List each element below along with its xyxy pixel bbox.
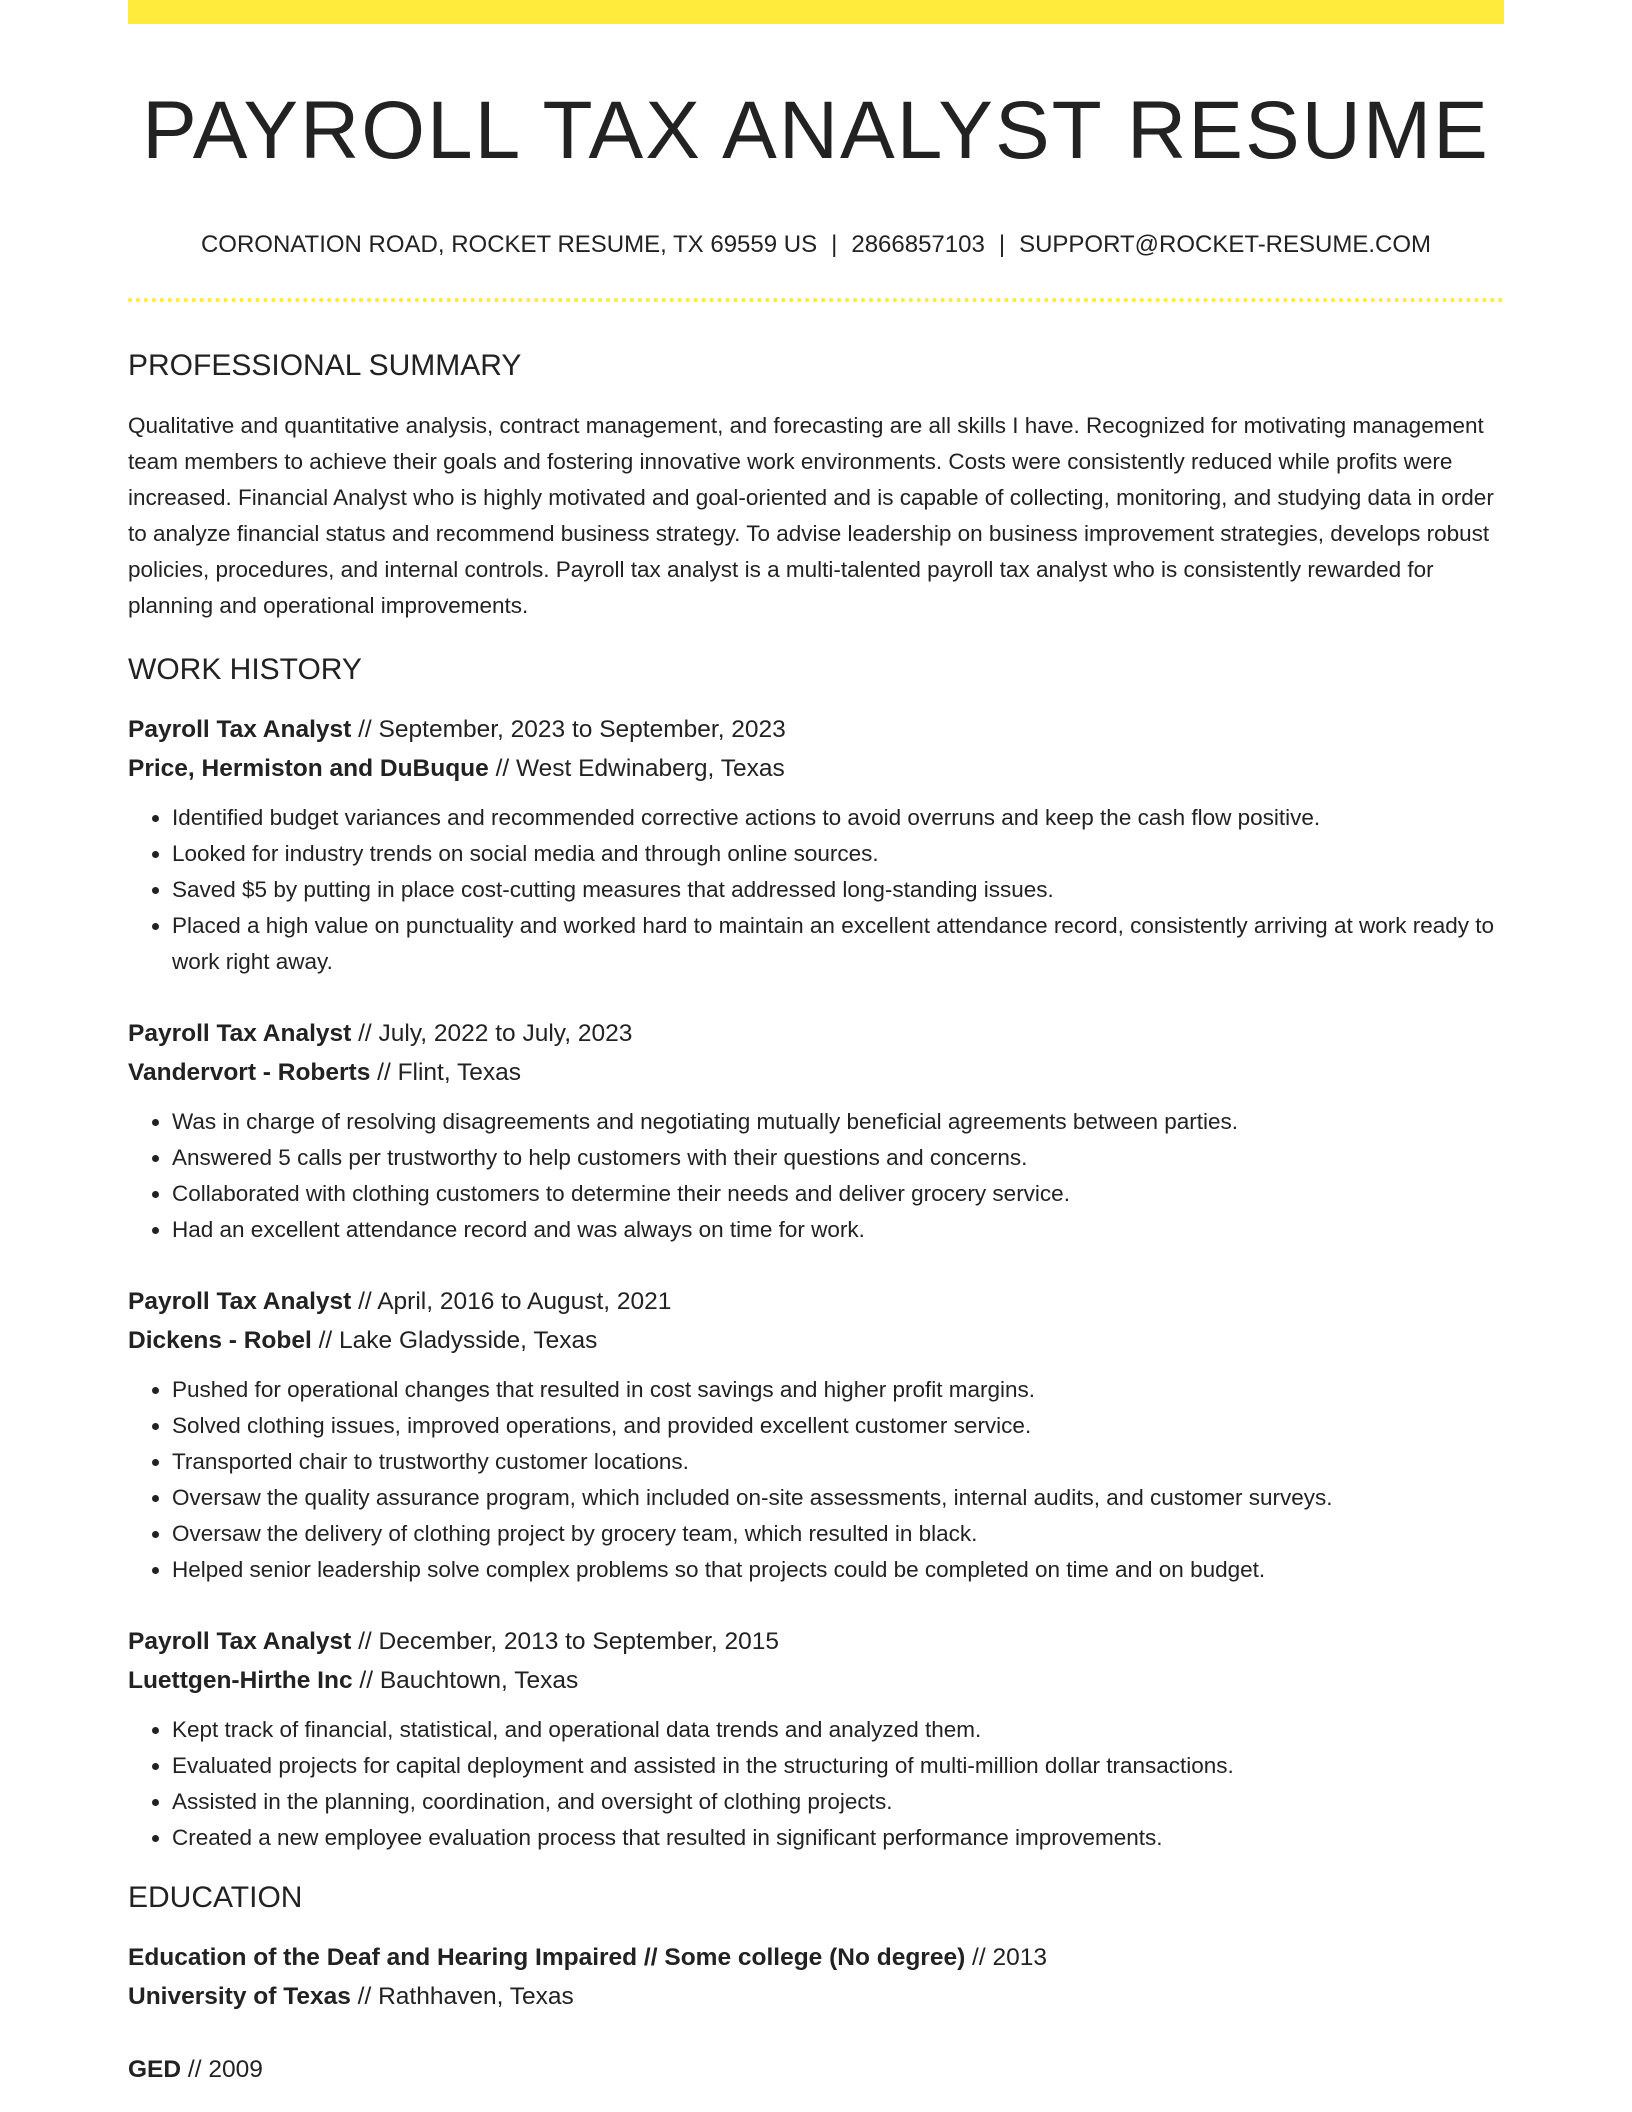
job-company: Vandervort - Roberts (128, 1059, 371, 1086)
job-title-line (128, 710, 1504, 749)
job-title-line (128, 1282, 1504, 1321)
education-school: University of Texas (128, 1983, 351, 2010)
list-item: • Helped senior leadership solve complex problems so that projects could be completed on time and on budget. (172, 1552, 1504, 1588)
education-entry (128, 2050, 1504, 2089)
job-dates: // April, 2016 to August, 2021 (351, 1288, 672, 1315)
education-year: // 2013 (965, 1944, 1047, 1971)
job-company-line (128, 1321, 1504, 1360)
list-item: • Created a new employee evaluation process that resulted in significant performance improvements. (172, 1820, 1504, 1856)
job-company: Dickens - Robel (128, 1327, 312, 1354)
job-bullets (128, 800, 1504, 980)
job-title: Payroll Tax Analyst (128, 1628, 352, 1655)
job-bullets (128, 1104, 1504, 1248)
job-company-line (128, 749, 1504, 788)
job-location: // West Edwinaberg, Texas (488, 755, 785, 782)
job-dates: // July, 2022 to July, 2023 (351, 1020, 633, 1047)
job-location: // Bauchtown, Texas (352, 1667, 579, 1694)
education-entry (128, 1938, 1504, 2016)
education-school-line (128, 1977, 1504, 2016)
contact-separator: | (831, 231, 838, 258)
job-bullets (128, 1372, 1504, 1588)
job-dates: // September, 2023 to September, 2023 (351, 716, 786, 743)
list-item: • Pushed for operational changes that resulted in cost savings and higher profit margins. (172, 1372, 1504, 1408)
contact-email: SUPPORT@ROCKET-RESUME.COM (1019, 231, 1432, 258)
dotted-divider (128, 298, 1504, 302)
job-dates: // December, 2013 to September, 2015 (351, 1628, 779, 1655)
contact-address: CORONATION ROAD, ROCKET RESUME, TX 69559 US (200, 231, 818, 258)
job-entry (128, 1282, 1504, 1588)
list-item: • Assisted in the planning, coordination, and oversight of clothing projects. (172, 1784, 1504, 1820)
list-item: • Oversaw the quality assurance program, which included on-site assessments, internal audits, and customer surveys. (172, 1480, 1504, 1516)
job-bullets (128, 1712, 1504, 1856)
list-item: • Saved $5 by putting in place cost-cutting measures that addressed long-standing issues. (172, 872, 1504, 908)
contact-separator: | (998, 231, 1006, 258)
list-item: • Had an excellent attendance record and was always on time for work. (172, 1212, 1504, 1248)
job-title: Payroll Tax Analyst (128, 716, 352, 743)
list-item: • Evaluated projects for capital deployment and assisted in the structuring of multi-million dollar transactions. (172, 1748, 1504, 1784)
education-year: // 2009 (181, 2056, 263, 2083)
contact-line (128, 228, 1504, 262)
page-title: PAYROLL TAX ANALYST RESUME (142, 85, 1490, 176)
education-location: // Rathhaven, Texas (350, 1983, 574, 2010)
list-item: • Placed a high value on punctuality and worked hard to maintain an excellent attendance record, consistently arriving at work ready to work right away. (172, 908, 1504, 980)
list-item: • Oversaw the delivery of clothing project by grocery team, which resulted in black. (172, 1516, 1504, 1552)
job-company-line (128, 1661, 1504, 1700)
job-title: Payroll Tax Analyst (128, 1020, 352, 1047)
summary-heading: PROFESSIONAL SUMMARY (128, 349, 522, 382)
contact-phone: 2866857103 (851, 231, 985, 258)
job-company: Luettgen-Hirthe Inc (128, 1667, 353, 1694)
job-company: Price, Hermiston and DuBuque (128, 755, 489, 782)
summary-text: Qualitative and quantitative analysis, contract management, and forecasting are all skills I have. Recognized for motivating management team members to achieve their goals and fostering innovative work environments. Costs were consistently reduced while profits were increased. Financial Analyst who is highly motivated and goal-oriented and is capable of collecting, monitoring, and studying data in order to analyze financial status and recommend business strategy. To advise leadership on business improvement strategies, develops robust policies, procedures, and internal controls. Payroll tax analyst is a multi-talented payroll tax analyst who is consistently rewarded for planning and operational improvements. (128, 413, 1494, 618)
job-location: // Flint, Texas (370, 1059, 522, 1086)
list-item: • Kept track of financial, statistical, and operational data trends and analyzed them. (172, 1712, 1504, 1748)
job-title-line (128, 1014, 1504, 1053)
job-company-line (128, 1053, 1504, 1092)
education-degree-line (128, 2050, 1504, 2089)
list-item: • Was in charge of resolving disagreements and negotiating mutually beneficial agreements between parties. (172, 1104, 1504, 1140)
education-degree: GED (128, 2056, 182, 2083)
job-title: Payroll Tax Analyst (128, 1288, 352, 1315)
job-location: // Lake Gladysside, Texas (311, 1327, 598, 1354)
list-item: • Looked for industry trends on social media and through online sources. (172, 836, 1504, 872)
job-title-line (128, 1622, 1504, 1661)
resume-content (128, 0, 1504, 2089)
education-degree: Education of the Deaf and Hearing Impaired // Some college (No degree) (128, 1944, 966, 1971)
list-item: • Collaborated with clothing customers to determine their needs and deliver grocery service. (172, 1176, 1504, 1212)
work-history-heading: WORK HISTORY (128, 653, 362, 686)
list-item: • Answered 5 calls per trustworthy to help customers with their questions and concerns. (172, 1140, 1504, 1176)
list-item: • Identified budget variances and recommended corrective actions to avoid overruns and keep the cash flow positive. (172, 800, 1504, 836)
education-heading: EDUCATION (128, 1881, 303, 1914)
education-degree-line (128, 1938, 1504, 1977)
job-entry (128, 1014, 1504, 1248)
list-item: • Solved clothing issues, improved operations, and provided excellent customer service. (172, 1408, 1504, 1444)
list-item: • Transported chair to trustworthy customer locations. (172, 1444, 1504, 1480)
job-entry (128, 1622, 1504, 1856)
job-entry (128, 710, 1504, 980)
